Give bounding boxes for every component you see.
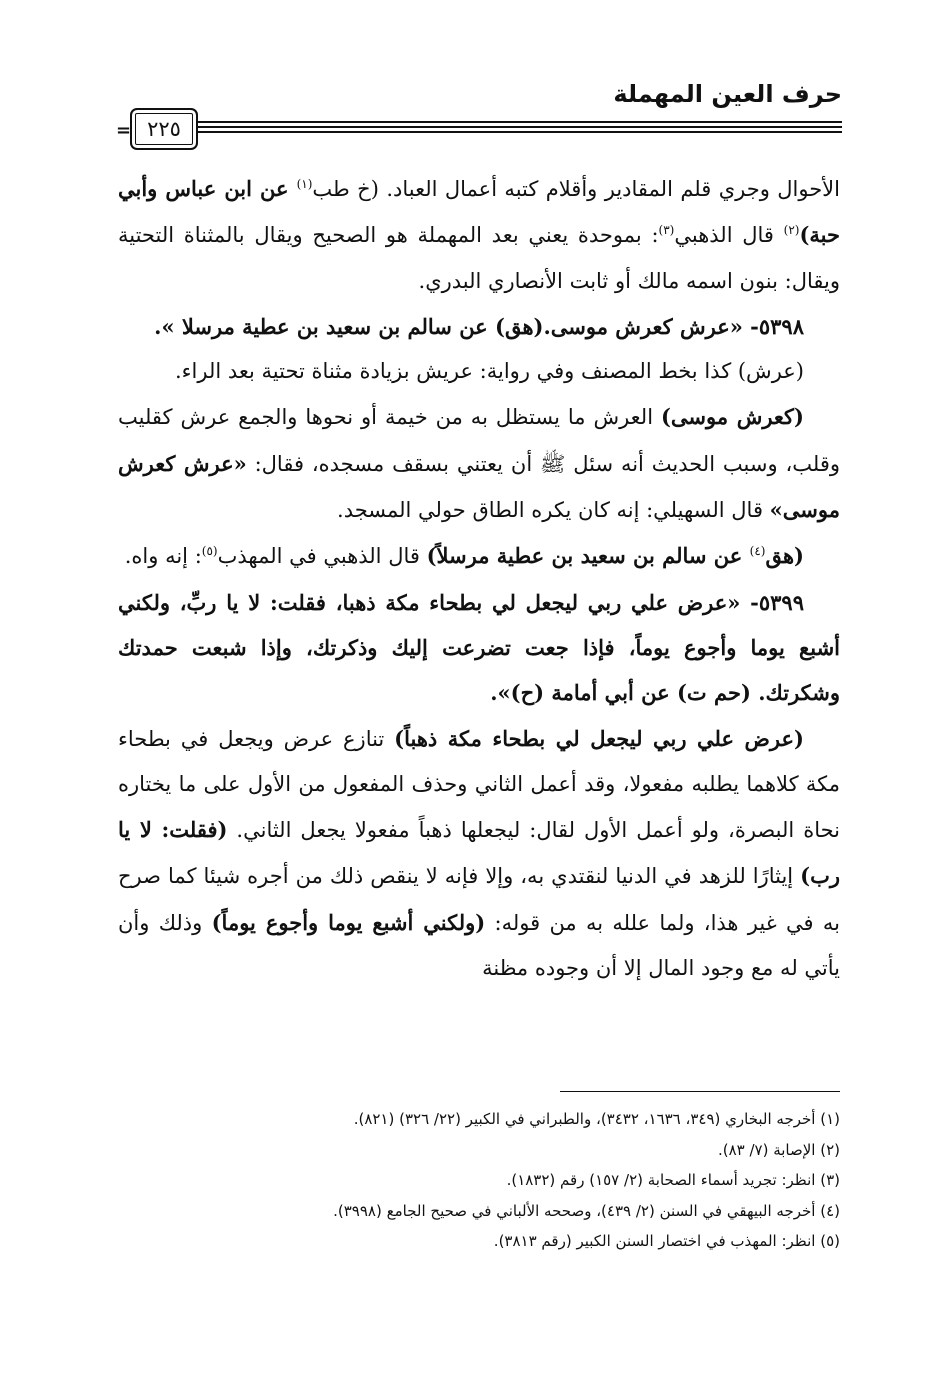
source-attribution: عن ابن عباس وأبي حبة) [118, 176, 840, 248]
text-run: قال الذهبي في المهذب [217, 544, 427, 569]
commentary-paragraph [118, 394, 840, 533]
page-number-tick: = [116, 120, 132, 141]
quoted-phrase: عن سالم بن سعيد بن عطية مرسلاً) [426, 543, 750, 569]
header-rule [198, 126, 842, 128]
footnote-ref: (٤) [749, 544, 766, 559]
quoted-phrase: (ولكني أشبع يوما وأجوع يوماً) [211, 909, 486, 935]
footnote-separator [560, 1091, 840, 1092]
footnote-3: (٣) انظر: تجريد أسماء الصحابة (٢/ ١٥٧) رقم (١٨٣٢). [506, 1171, 840, 1189]
header-rule [198, 131, 842, 133]
commentary-paragraph [118, 533, 840, 579]
page-number [130, 108, 198, 150]
commentary-paragraph: (عرش) كذا بخط المصنف وفي رواية: عريش بزيادة مثناة تحتية بعد الراء. [174, 359, 804, 384]
footnote-2: (٢) الإصابة (٧/ ٨٣). [717, 1140, 840, 1159]
text-run: إيثارًا للزهد في الدنيا لنقتدي به، وإلا فإنه لا ينقص ذلك من أجره شيئا كما صرح به في غير هذا، ولما علله به من قوله: [118, 864, 840, 935]
header-rule [198, 121, 842, 123]
footnote-ref: (٣) [658, 223, 675, 238]
quoted-phrase: (كعرش موسى) [660, 404, 804, 430]
text-run: العرش ما يستظل به من خيمة أو نحوها والجمع عرش كقليب وقلب، وسبب الحديث أنه سئل ﷺ أن يعتني بسقف مسجده، فقال: [118, 405, 840, 476]
text-run: الأحوال وجري قلم المقادير وأقلام كتبه أعمال العباد. (خ طب [312, 177, 840, 201]
footnotes [118, 1104, 840, 1257]
text-run: تنازع عرض ويجعل في بطحاء مكة كلاهما يطلبه مفعولا، وقد أعمل الثاني وحذف المفعول من الأول على ما يختاره نحاة البصرة، ولو أعمل الأول لقال: ليجعلها ذهباً مفعولا يجعل الثاني. [118, 726, 840, 843]
footnote-5: (٥) انظر: المهذب في اختصار السنن الكبير (رقم ٣٨١٣). [493, 1232, 840, 1250]
quoted-phrase: (فقلت: لا يا رب) [118, 817, 840, 889]
footnote-ref: (٢) [783, 223, 800, 238]
text-run: : بموحدة يعني بعد المهملة هو الصحيح ويقال بالمثناة التحتية ويقال: بنون اسمه مالك أو ثابت الأنصاري البدري. [118, 223, 840, 293]
footnote-1: (١) أخرجه البخاري (٣٤٩، ١٦٣٦، ٣٤٣٢)، والطبراني في الكبير (٢٢/ ٣٢٦) (٨٢١). [353, 1110, 840, 1128]
hadith-5399: ٥٣٩٩- «عرض علي ربي ليجعل لي بطحاء مكة ذهبا، فقلت: لا يا ربِّ، ولكني أشبع يوما وأجوع يوماً، فإذا جعت تضرعت إليك وذكرتك، وإذا شبعت حمدتك وشكرتك. (حم ت) عن أبي أمامة (ح)». [118, 589, 840, 706]
page-number-text: ٢٢٥ [147, 117, 181, 141]
running-title: حرف العين المهملة [613, 80, 842, 108]
footnote-ref: (١) [296, 177, 313, 191]
quoted-phrase: (عرض علي ربي ليجعل لي بطحاء مكة ذهباً) [394, 725, 804, 751]
text-run: وذلك وأن يأتي له مع وجود المال إلا أن وجوده مظنة [118, 910, 840, 981]
commentary-paragraph [118, 716, 840, 992]
hadith-5398: ٥٣٩٨- «عرش كعرش موسى.(هق) عن سالم بن سعيد بن عطية مرسلا ». [154, 313, 804, 339]
quoted-phrase: «عرش كعرش موسى» [118, 450, 840, 523]
footnote-ref: (٥) [201, 544, 218, 559]
main-text [118, 166, 840, 991]
text-run: قال الذهبي [674, 223, 784, 248]
text-run: : إنه واه. [124, 544, 202, 569]
footnote-4: (٤) أخرجه البيهقي في السنن (٢/ ٤٣٩)، وصححه الألباني في صحيح الجامع (٣٩٩٨). [333, 1201, 840, 1220]
quoted-phrase: (هق [765, 543, 804, 569]
text-run: قال السهيلي: إنه كان يكره الطاق حولي المسجد. [337, 498, 770, 523]
paragraph-continuation [118, 166, 840, 304]
